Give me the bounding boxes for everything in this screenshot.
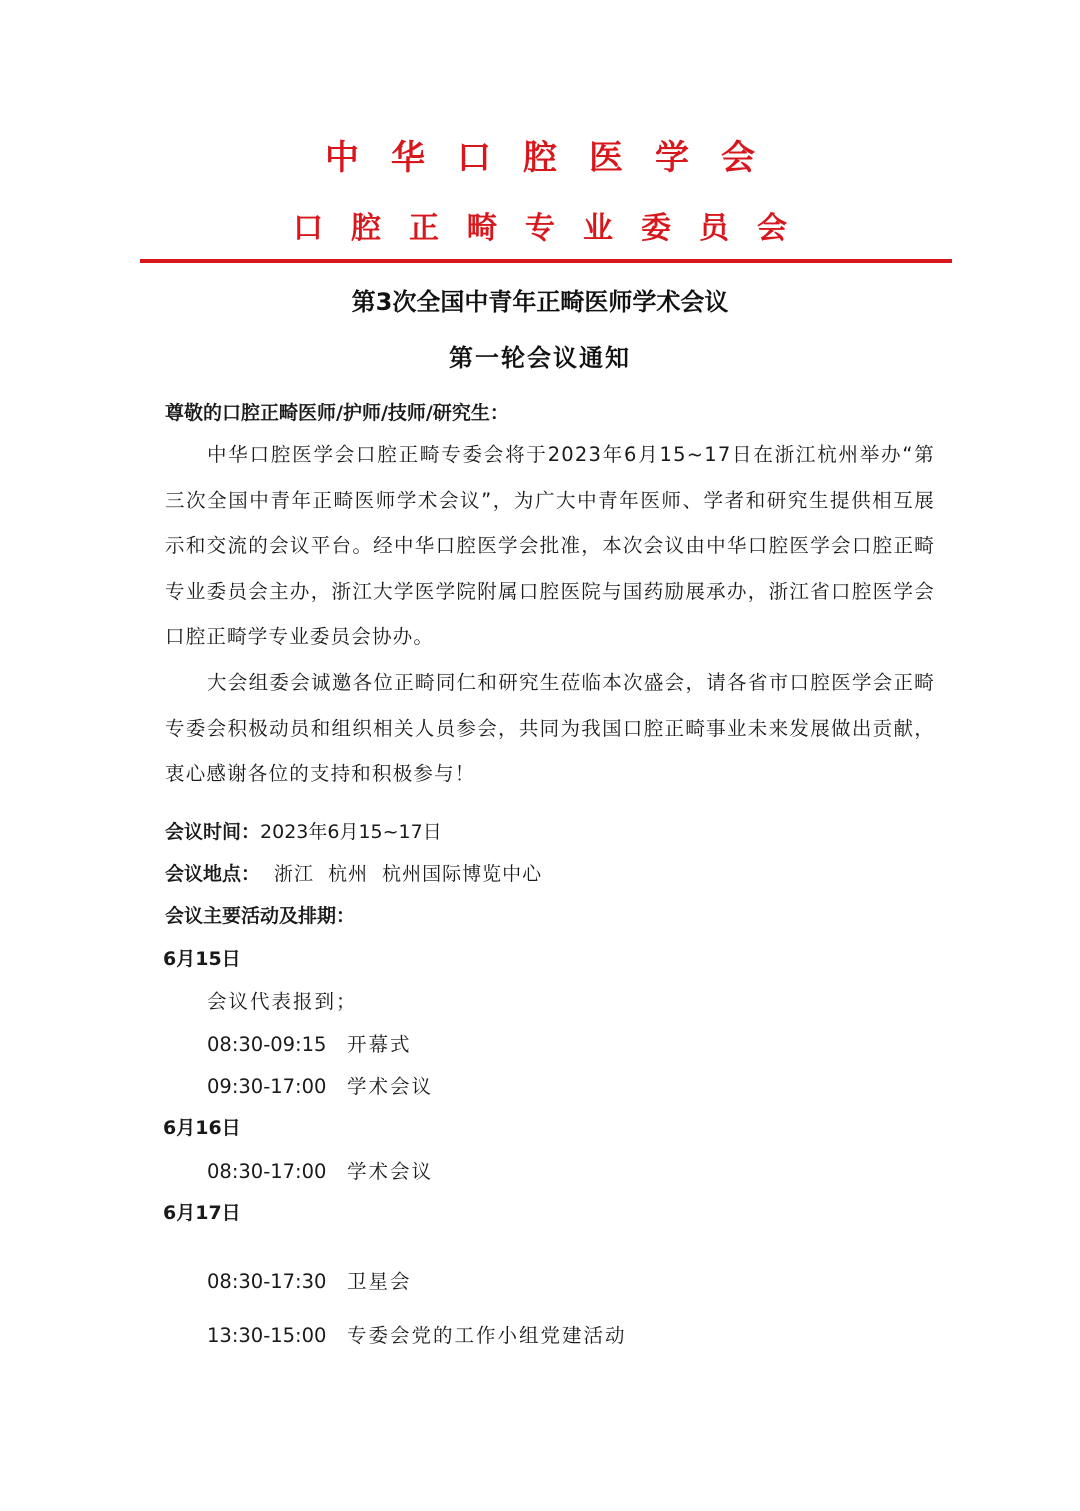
schedule-time: 13:30-15:00 [207,1324,327,1347]
schedule-activity: 卫星会 [347,1270,412,1293]
schedule-date: 6月16日 [163,1117,241,1139]
schedule-activity: 学术会议 [347,1075,434,1098]
body-paragraph: 中华口腔医学会口腔正畸专委会将于2023年6月15~17日在浙江杭州举办“第三次全国中青年正畸医师学术会议”，为广大中青年医师、学者和研究生提供相互展示和交流的会议平台。经中华口腔医学会批准，本次会议由中华口腔医学会口腔正畸专业委员会主办，浙江大学医学院附属口腔医院与国药励展承办，浙江省口腔医学会口腔正畸学专业委员会协办。 [165,443,935,648]
schedule-time: 08:30-09:15 [207,1033,327,1056]
schedule-time: 08:30-17:00 [207,1160,327,1183]
schedule-item [207,1156,433,1184]
committee-name: 口腔正畸专业委员会 [293,211,815,246]
meeting-time-value: 2023年6月15~17日 [260,821,442,843]
salutation: 尊敬的口腔正畸医师/护师/技师/研究生： [165,402,509,424]
schedule-activity: 学术会议 [347,1160,434,1183]
meeting-place-value: 浙江 杭州 杭州国际博览中心 [274,863,543,885]
schedule-item [207,1071,433,1099]
meeting-time [165,817,442,844]
registration-note: 会议代表报到； [207,990,358,1013]
organization-name: 中华口腔医学会 [325,138,787,178]
schedule-date: 6月17日 [163,1202,241,1224]
schedule-time: 08:30-17:30 [207,1270,327,1293]
schedule-date: 6月15日 [163,948,241,970]
letterhead-divider [140,259,952,263]
schedule-time: 09:30-17:00 [207,1075,327,1098]
schedule-item [207,1320,627,1348]
schedule-item [207,1266,412,1294]
schedule-activity: 专委会党的工作小组党建活动 [347,1324,627,1347]
document-subtitle: 第一轮会议通知 [449,344,631,372]
schedule-heading: 会议主要活动及排期： [165,905,356,927]
document-title: 第3次全国中青年正畸医师学术会议 [351,288,729,316]
schedule-activity: 开幕式 [347,1033,412,1056]
meeting-place-label: 会议地点： [165,863,261,885]
schedule-item [207,1029,412,1057]
meeting-place [165,859,542,886]
meeting-time-label: 会议时间： [165,821,261,843]
body-paragraph: 大会组委会诚邀各位正畸同仁和研究生莅临本次盛会，请各省市口腔医学会正畸专委会积极动员和组织相关人员参会，共同为我国口腔正畸事业未来发展做出贡献，衷心感谢各位的支持和积极参与！ [165,671,935,785]
